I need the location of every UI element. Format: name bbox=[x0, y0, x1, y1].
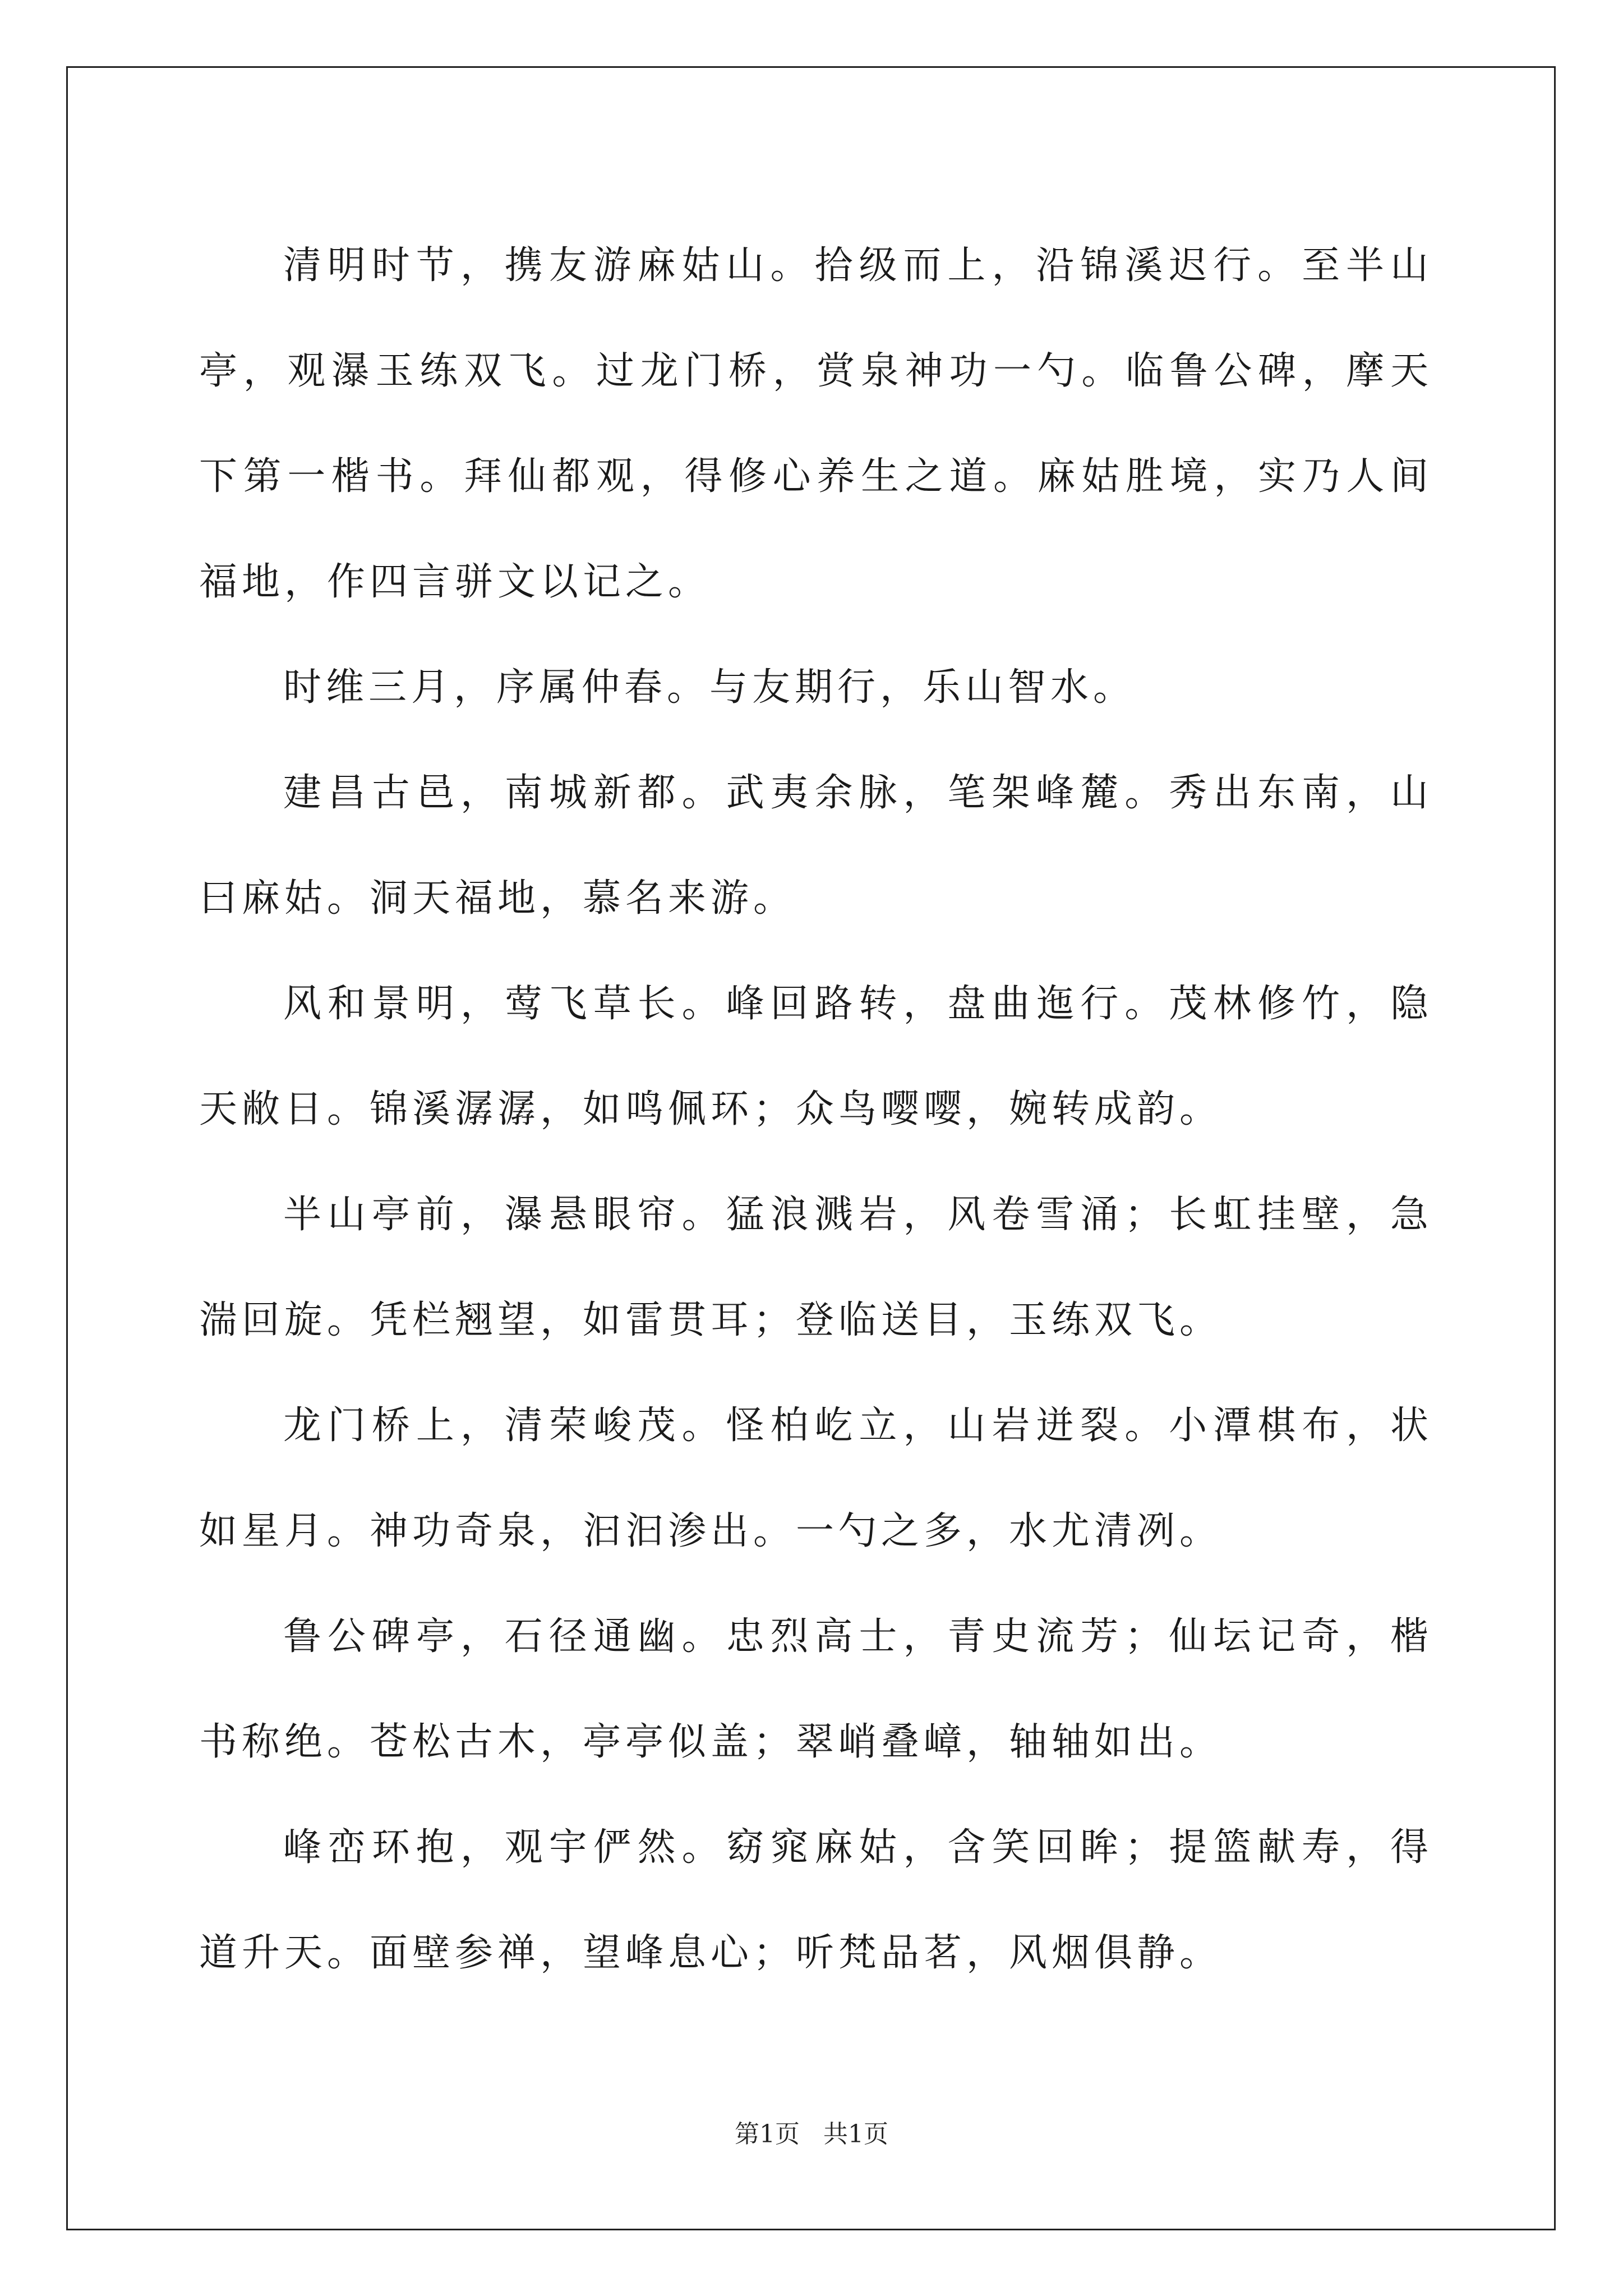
paragraph-temple: 峰峦环抱，观宇俨然。窈窕麻姑，含笑回眸；提篮献寿，得道升天。面壁参禅，望峰息心；听梵品茗，风烟俱静。 bbox=[199, 1825, 1433, 1975]
paragraph-location: 建昌古邑，南城新都。武夷余脉，笔架峰麓。秀出东南，山曰麻姑。洞天福地，慕名来游。 bbox=[199, 771, 1433, 921]
page-footer bbox=[0, 2114, 1623, 2150]
paragraph-bridge: 龙门桥上，清荣峻茂。怪柏屹立，山岩迸裂。小潭棋布，状如星月。神功奇泉，汩汩渗出。一勺之多，水尤清冽。 bbox=[199, 1404, 1433, 1553]
paragraph-stele: 鲁公碑亭，石径通幽。忠烈高士，青史流芳；仙坛记奇，楷书称绝。苍松古木，亭亭似盖；翠峭叠嶂，轴轴如出。 bbox=[199, 1614, 1433, 1764]
paragraph-pavilion: 半山亭前，瀑悬眼帘。猛浪溅岩，风卷雪涌；长虹挂壁，急湍回旋。凭栏翘望，如雷贯耳；登临送目，玉练双飞。 bbox=[199, 1193, 1433, 1342]
paragraph-intro: 清明时节，携友游麻姑山。拾级而上，沿锦溪迟行。至半山亭，观瀑玉练双飞。过龙门桥，赏泉神功一勺。临鲁公碑，摩天下第一楷书。拜仙都观，得修心养生之道。麻姑胜境，实乃人间福地，作四言骈文以记之。 bbox=[199, 243, 1433, 604]
page-number: 第1页 bbox=[735, 2120, 800, 2148]
page-total: 共1页 bbox=[823, 2120, 888, 2148]
paragraph-scenery: 风和景明，莺飞草长。峰回路转，盘曲迤行。茂林修竹，隐天敝日。锦溪潺潺，如鸣佩环；众鸟嘤嘤，婉转成韵。 bbox=[199, 982, 1433, 1131]
paragraph-time: 时维三月，序属仲春。与友期行，乐山智水。 bbox=[283, 665, 1136, 710]
document-body bbox=[199, 213, 1433, 2006]
